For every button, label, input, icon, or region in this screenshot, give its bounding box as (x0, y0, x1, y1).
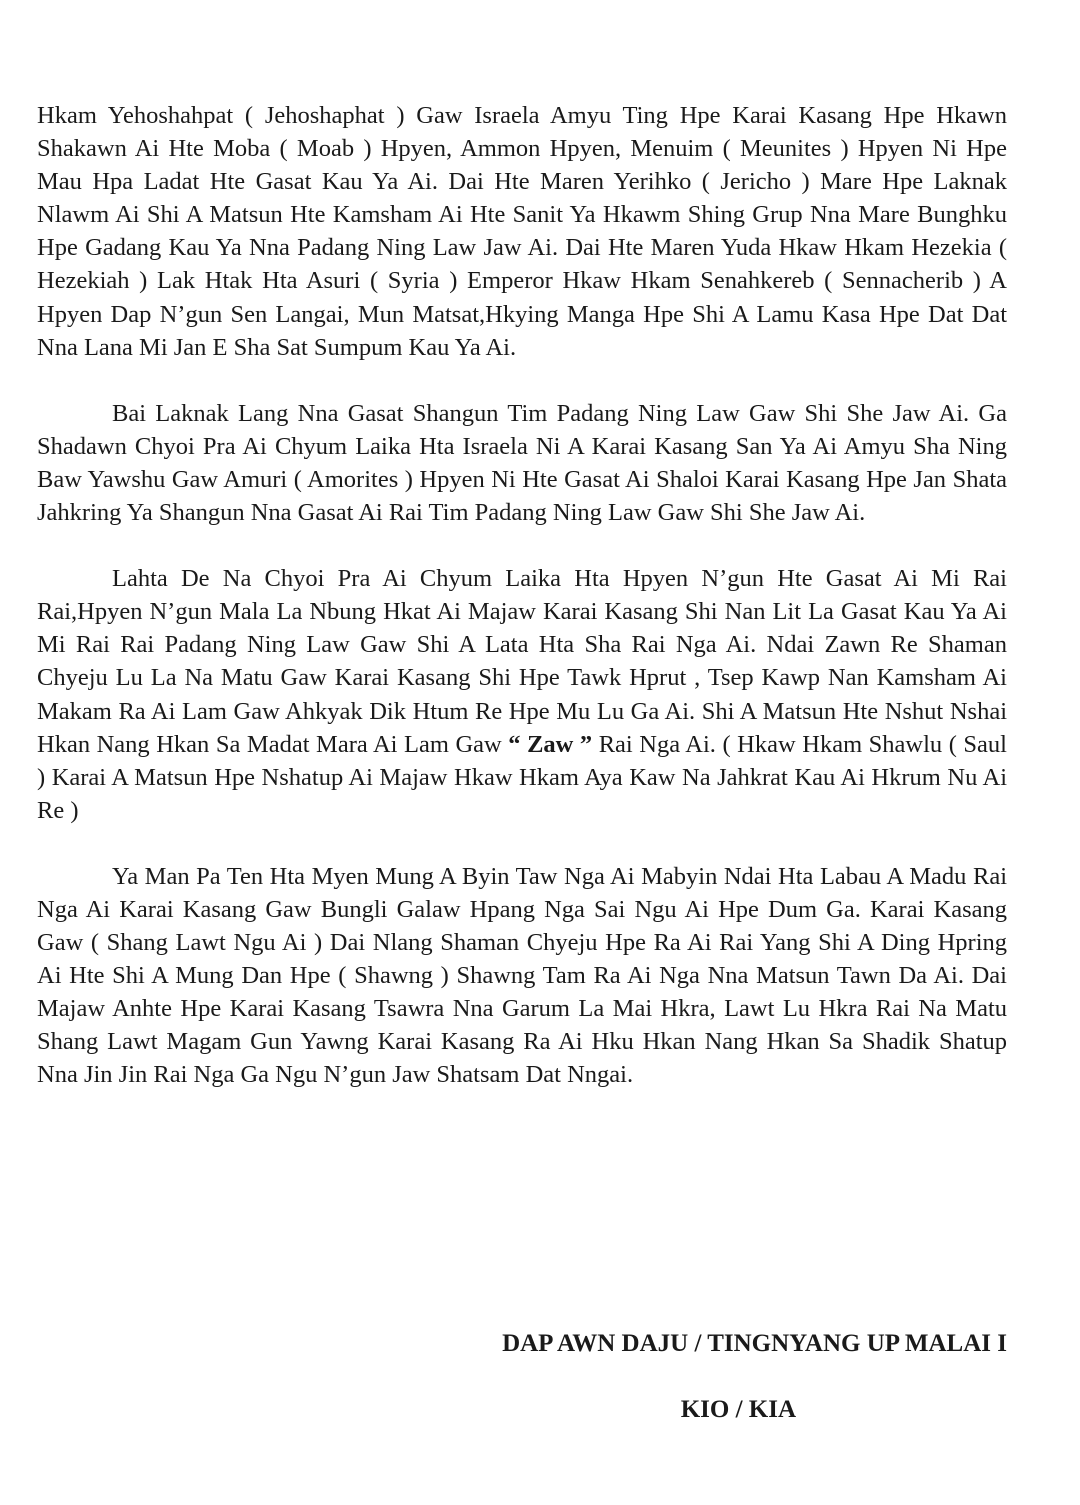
document-body (37, 99, 1007, 1125)
quoted-word-zaw: “ Zaw ” (508, 730, 593, 758)
paragraph-3-text-end: Rai Nga Ai. ( Hkaw Hkam Shawlu ( Saul ) Karai A Matsun Hpe Nshatup Ai Majaw Hkaw Hkam Aya Kaw Na Jahkrat Kau Ai Hkrum Nu Ai Re ) (37, 730, 1007, 824)
signature-organization: KIO / KIA (680, 1396, 796, 1423)
paragraph-3 (37, 562, 1007, 827)
paragraph-2: Bai Laknak Lang Nna Gasat Shangun Tim Padang Ning Law Gaw Shi She Jaw Ai. Ga Shadawn Chyoi Pra Ai Chyum Laika Hta Israela Ni A Karai Kasang San Ya Ai Amyu Sha Ning Baw Yawshu Gaw Amuri ( Amorites ) Hpyen Ni Hte Gasat Ai Shaloi Karai Kasang Hpe Jan Shata Jahkring Ya Shangun Nna Gasat Ai Rai Tim Padang Ning Law Gaw Shi She Jaw Ai. (37, 399, 1007, 527)
signature-title: DAP AWN DAJU / TINGNYANG UP MALAI I (502, 1330, 1007, 1357)
paragraph-1: Hkam Yehoshahpat ( Jehoshaphat ) Gaw Israela Amyu Ting Hpe Karai Kasang Hpe Hkawn Shakawn Ai Hte Moba ( Moab ) Hpyen, Ammon Hpyen, Menuim ( Meunites ) Hpyen Ni Hpe Mau Hpa Ladat Hte Gasat Kau Ya Ai. Dai Hte Maren Yerihko ( Jericho ) Mare Hpe Laknak Nlawm Ai Shi A Matsun Hte Kamsham Ai Hte Sanit Ya Hkawm Shing Grup Nna Mare Bunghku Hpe Gadang Kau Ya Nna Padang Ning Law Jaw Ai. Dai Hte Maren Yuda Hkaw Hkam Hezekia ( Hezekiah ) Lak Htak Hta Asuri ( Syria ) Emperor Hkaw Hkam Senahkereb ( Sennacherib ) A Hpyen Dap N’gun Sen Langai, Mun Matsat,Hkying Manga Hpe Shi A Lamu Kasa Hpe Dat Dat Nna Lana Mi Jan E Sha Sat Sumpum Kau Ya Ai. (37, 102, 1007, 361)
paragraph-4: Ya Man Pa Ten Hta Myen Mung A Byin Taw Nga Ai Mabyin Ndai Hta Labau A Madu Rai Nga Ai Karai Kasang Gaw Bungli Galaw Hpang Nga Sai Ngu Ai Hpe Dum Ga. Karai Kasang Gaw ( Shang Lawt Ngu Ai ) Dai Nlang Shaman Chyeju Hpe Ra Ai Rai Yang Shi A Ding Hpring Ai Hte Shi A Mung Dan Hpe ( Shawng ) Shawng Tam Ra Ai Nga Nna Matsun Tawn Da Ai. Dai Majaw Anhte Hpe Karai Kasang Tsawra Nna Garum La Mai Hkra, Lawt Lu Hkra Rai Na Matu Shang Lawt Magam Gun Yawng Karai Kasang Ra Ai Hku Hkan Nang Hkan Sa Shadik Shatup Nna Jin Jin Rai Nga Ga Ngu N’gun Jaw Shatsam Dat Nngai. (37, 862, 1007, 1089)
paragraph-3-text-start: Lahta De Na Chyoi Pra Ai Chyum Laika Hta Hpyen N’gun Hte Gasat Ai Mi Rai Rai,Hpyen N’gun Mala La Nbung Hkat Ai Majaw Karai Kasang Shi Nan Lit La Gasat Kau Ya Ai Mi Rai Rai Padang Ning Law Gaw Shi A Lata Hta Sha Rai Nga Ai. Ndai Zawn Re Shaman Chyeju Lu La Na Matu Gaw Karai Kasang Shi Hpe Tawk Hprut , Tsep Kawp Nan Kamsham Ai Makam Ra Ai Lam Gaw Ahkyak Dik Htum Re Hpe Mu Lu Ga Ai. Shi A Matsun Hte Nshut Nshai Hkan Nang Hkan Sa Madat Mara Ai Lam Gaw (37, 565, 1007, 758)
